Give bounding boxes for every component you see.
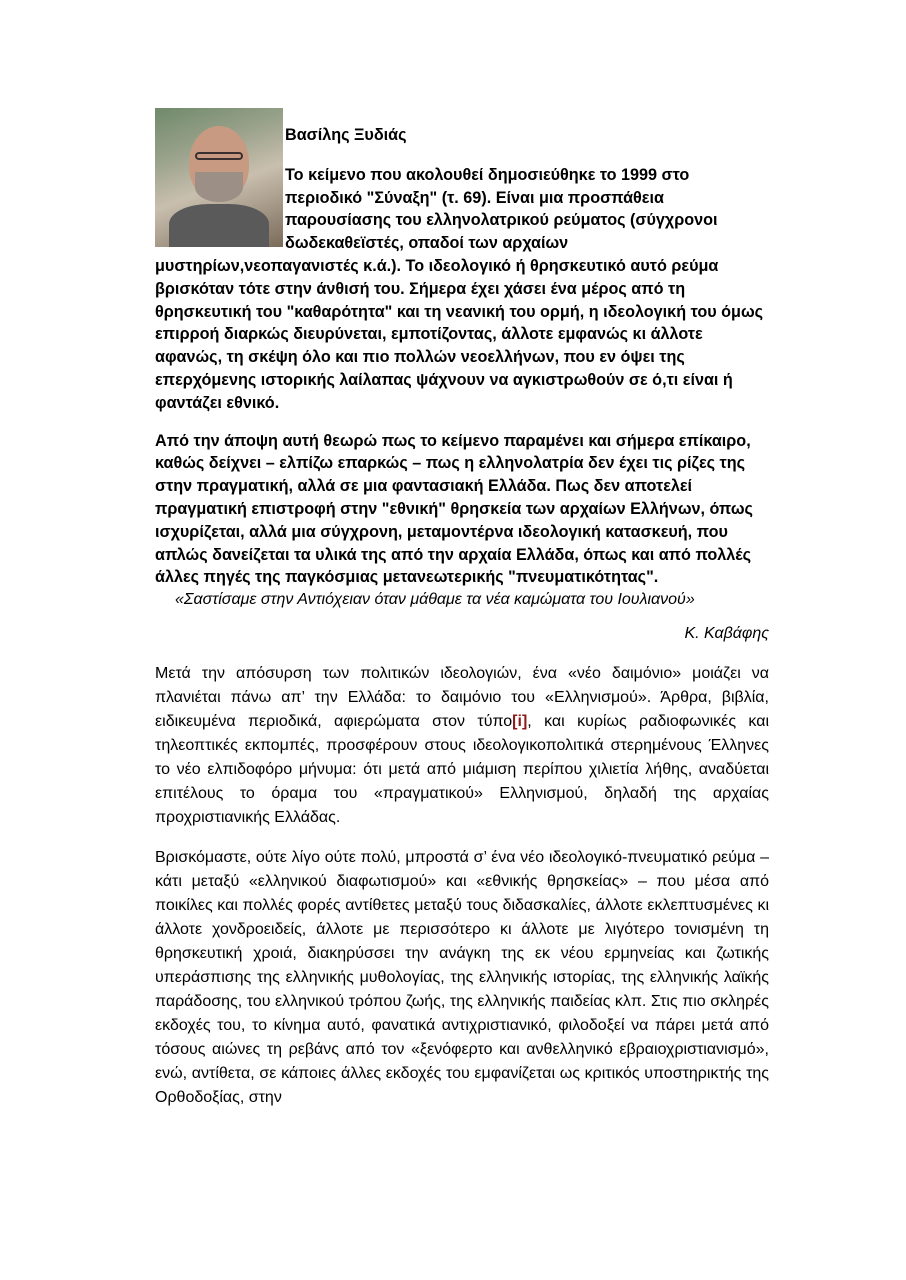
photo-beard xyxy=(195,172,243,202)
body-paragraph-1-end: , και κυρίως ραδιοφωνικές και τηλεοπτικές εκπομπές, προσφέρουν στους ιδεολογικοπολιτικά στερημένους Έλληνες το νέο ελπιδοφόρο μήνυμα: ότι μετά από μιάμιση περίπου χιλιετία λήθης, αναδύεται επιτέλους το όραμα του «πραγματικού» Ελληνισμού, δηλαδή της αρχαίας προχριστιανικής Ελλάδας. xyxy=(155,713,770,827)
author-photo xyxy=(155,108,283,247)
body-paragraph-2: Βρισκόμαστε, ούτε λίγο ούτε πολύ, μπροστά σ’ ένα νέο ιδεολογικό-πνευματικό ρεύμα – κάτι μεταξύ «ελληνικού διαφωτισμού» και «εθνικής θρησκείας» – που μέσα από ποικίλες και πολλές φορές αντίθετες μεταξύ τους διδασκαλίες, άλλοτε εκλεπτυσμένες κι άλλοτε χονδροειδείς, άλλοτε με περισσότερο κι άλλοτε με λιγότερο τονισμένη τη θρησκευτική χροιά, διακηρύσσει την ανάγκη της εκ νέου ερμηνείας και ζωτικής υπεράσπισης της ελληνικής μυθολογίας, της ελληνικής ιστορίας, της ελληνικής λαϊκής παράδοσης, του ελληνικού τρόπου ζωής, της ελληνικής παιδείας κλπ. Στις πιο σκληρές εκδοχές του, το κίνημα αυτό, φανατικά αντιχριστιανικό, φιλοδοξεί να πάρει μετά από τόσους αιώνες τη ρεβάνς από τον «ξενόφερτο και ανθελληνικό εβραιοχριστιανισμό», ενώ, αντίθετα, σε κάποιες άλλες εκδοχές του εμφανίζεται ως κριτικός υποστηρικτής της Ορθοδοξίας, στην xyxy=(155,849,769,1107)
body-paragraph-1 xyxy=(155,662,769,830)
intro-paragraph-2: Από την άποψη αυτή θεωρώ πως το κείμενο παραμένει και σήμερα επίκαιρο, καθώς δείχνει – ελπίζω επαρκώς – πως η ελληνολατρία δεν έχει τις ρίζες της στην πραγματική, αλλά σε μια φαντασιακή Ελλάδα. Πως δεν αποτελεί πραγματική επιστροφή στην "εθνική" θρησκεία των αρχαίων Ελλήνων, όπως ισχυρίζεται, αλλά μια σύγχρονη, μεταμοντέρνα ιδεολογική κατασκευή, που απλώς δανείζεται τα υλικά της από την αρχαία Ελλάδα, όπως και από πολλές άλλες πηγές της παγκόσμιας μετανεωτερικής "πνευματικότητας". xyxy=(155,431,753,587)
photo-glasses xyxy=(195,152,243,160)
body-paragraph-1-start: Μετά την απόσυρση των πολιτικών ιδεολογιών, ένα «νέο δαιμόνιο» μοιάζει να πλανιέται πάνω απ’ την Ελλάδα: το δαιμόνιο του «Ελληνισμού». Άρθρα, βιβλία, ειδικευμένα περιοδικά, αφιερώματα στον τύπο xyxy=(155,665,769,731)
author-name: Βασίλης Ξυδιάς xyxy=(285,126,407,144)
footnote-link[interactable]: [i] xyxy=(512,713,528,731)
photo-shirt xyxy=(169,204,269,247)
epigraph-quote: «Σαστίσαμε στην Αντιόχειαν όταν μάθαμε τα νέα καμώματα του Ιουλιανού» xyxy=(175,591,695,609)
epigraph-author: Κ. Καβάφης xyxy=(684,625,769,643)
intro-paragraph-1: Το κείμενο που ακολουθεί δημοσιεύθηκε το 1999 στο περιοδικό "Σύναξη" (τ. 69). Είναι μια προσπάθεια παρουσίασης του ελληνολατρικού ρεύματος (σύγχρονοι δωδεκαθεϊστές, οπαδοί των αρχαίων μυστηρίων,νεοπαγανιστές κ.ά.). Το ιδεολογικό ή θρησκευτικό αυτό ρεύμα βρισκόταν τότε στην άνθισή του. Σήμερα έχει χάσει ένα μέρος από τη θρησκευτική του "καθαρότητα" και τη νεανική του ορμή, η ιδεολογική του όμως επιρροή διαρκώς διευρύνεται, εμποτίζοντας, άλλοτε εμφανώς κι άλλοτε αφανώς, τη σκέψη όλο και πιο πολλών νεοελλήνων, που εν όψει της επερχόμενης ιστορικής λαίλαπας ψάχνουν να αγκιστρωθούν σε ό,τι είναι ή φαντάζει εθνικό. xyxy=(155,165,764,412)
document-page xyxy=(155,108,769,1110)
